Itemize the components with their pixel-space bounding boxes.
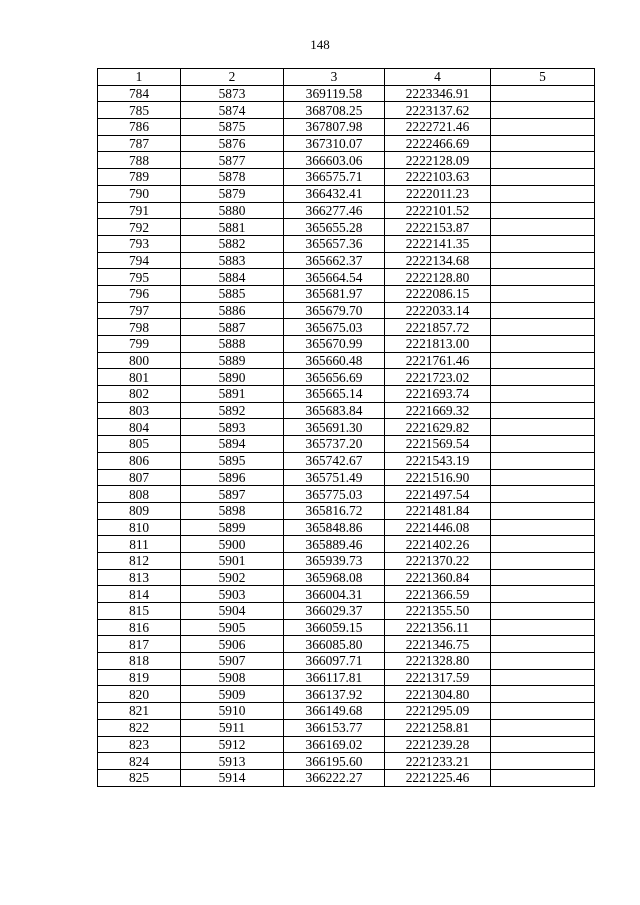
row-number-cell: 825 xyxy=(98,769,181,786)
note-cell xyxy=(491,536,595,553)
table-row xyxy=(98,603,595,620)
table-row xyxy=(98,586,595,603)
y-coordinate-cell: 2221346.75 xyxy=(385,636,491,653)
point-id-cell: 5913 xyxy=(181,753,284,770)
y-coordinate-cell: 2222101.52 xyxy=(385,202,491,219)
note-cell xyxy=(491,586,595,603)
table-row xyxy=(98,85,595,102)
column-header-5: 5 xyxy=(491,69,595,86)
table-row xyxy=(98,502,595,519)
x-coordinate-cell: 365775.03 xyxy=(284,486,385,503)
note-cell xyxy=(491,703,595,720)
row-number-cell: 794 xyxy=(98,252,181,269)
point-id-cell: 5887 xyxy=(181,319,284,336)
y-coordinate-cell: 2222011.23 xyxy=(385,185,491,202)
table-row xyxy=(98,352,595,369)
note-cell xyxy=(491,603,595,620)
point-id-cell: 5910 xyxy=(181,703,284,720)
y-coordinate-cell: 2223137.62 xyxy=(385,102,491,119)
x-coordinate-cell: 365664.54 xyxy=(284,269,385,286)
note-cell xyxy=(491,219,595,236)
y-coordinate-cell: 2221366.59 xyxy=(385,586,491,603)
note-cell xyxy=(491,85,595,102)
y-coordinate-cell: 2221328.80 xyxy=(385,653,491,670)
row-number-cell: 816 xyxy=(98,619,181,636)
table-row xyxy=(98,252,595,269)
point-id-cell: 5894 xyxy=(181,436,284,453)
point-id-cell: 5882 xyxy=(181,235,284,252)
row-number-cell: 813 xyxy=(98,569,181,586)
table-row xyxy=(98,185,595,202)
row-number-cell: 800 xyxy=(98,352,181,369)
y-coordinate-cell: 2221225.46 xyxy=(385,769,491,786)
table-row xyxy=(98,269,595,286)
x-coordinate-cell: 365657.36 xyxy=(284,235,385,252)
row-number-cell: 791 xyxy=(98,202,181,219)
row-number-cell: 788 xyxy=(98,152,181,169)
table-row xyxy=(98,369,595,386)
note-cell xyxy=(491,202,595,219)
coordinates-table xyxy=(97,68,595,787)
point-id-cell: 5892 xyxy=(181,402,284,419)
row-number-cell: 809 xyxy=(98,502,181,519)
table-row xyxy=(98,169,595,186)
x-coordinate-cell: 365968.08 xyxy=(284,569,385,586)
table-row xyxy=(98,753,595,770)
note-cell xyxy=(491,336,595,353)
point-id-cell: 5875 xyxy=(181,119,284,136)
point-id-cell: 5907 xyxy=(181,653,284,670)
row-number-cell: 792 xyxy=(98,219,181,236)
y-coordinate-cell: 2221723.02 xyxy=(385,369,491,386)
table-row xyxy=(98,152,595,169)
x-coordinate-cell: 366149.68 xyxy=(284,703,385,720)
point-id-cell: 5878 xyxy=(181,169,284,186)
row-number-cell: 812 xyxy=(98,552,181,569)
row-number-cell: 820 xyxy=(98,686,181,703)
row-number-cell: 790 xyxy=(98,185,181,202)
x-coordinate-cell: 369119.58 xyxy=(284,85,385,102)
row-number-cell: 797 xyxy=(98,302,181,319)
note-cell xyxy=(491,102,595,119)
note-cell xyxy=(491,402,595,419)
row-number-cell: 787 xyxy=(98,135,181,152)
point-id-cell: 5906 xyxy=(181,636,284,653)
x-coordinate-cell: 366029.37 xyxy=(284,603,385,620)
note-cell xyxy=(491,135,595,152)
table-row xyxy=(98,636,595,653)
row-number-cell: 823 xyxy=(98,736,181,753)
y-coordinate-cell: 2222033.14 xyxy=(385,302,491,319)
x-coordinate-cell: 366004.31 xyxy=(284,586,385,603)
point-id-cell: 5903 xyxy=(181,586,284,603)
note-cell xyxy=(491,669,595,686)
y-coordinate-cell: 2222128.80 xyxy=(385,269,491,286)
y-coordinate-cell: 2221857.72 xyxy=(385,319,491,336)
point-id-cell: 5889 xyxy=(181,352,284,369)
row-number-cell: 804 xyxy=(98,419,181,436)
x-coordinate-cell: 365742.67 xyxy=(284,452,385,469)
note-cell xyxy=(491,502,595,519)
point-id-cell: 5888 xyxy=(181,336,284,353)
table-row xyxy=(98,436,595,453)
x-coordinate-cell: 366097.71 xyxy=(284,653,385,670)
note-cell xyxy=(491,152,595,169)
table-row xyxy=(98,235,595,252)
table-row xyxy=(98,686,595,703)
y-coordinate-cell: 2221516.90 xyxy=(385,469,491,486)
point-id-cell: 5900 xyxy=(181,536,284,553)
point-id-cell: 5873 xyxy=(181,85,284,102)
y-coordinate-cell: 2222086.15 xyxy=(385,285,491,302)
point-id-cell: 5880 xyxy=(181,202,284,219)
note-cell xyxy=(491,469,595,486)
x-coordinate-cell: 365691.30 xyxy=(284,419,385,436)
x-coordinate-cell: 365662.37 xyxy=(284,252,385,269)
point-id-cell: 5914 xyxy=(181,769,284,786)
y-coordinate-cell: 2222134.68 xyxy=(385,252,491,269)
note-cell xyxy=(491,619,595,636)
row-number-cell: 803 xyxy=(98,402,181,419)
note-cell xyxy=(491,653,595,670)
y-coordinate-cell: 2221543.19 xyxy=(385,452,491,469)
table-row xyxy=(98,219,595,236)
table-row xyxy=(98,302,595,319)
column-header-3: 3 xyxy=(284,69,385,86)
note-cell xyxy=(491,269,595,286)
x-coordinate-cell: 366575.71 xyxy=(284,169,385,186)
column-header-1: 1 xyxy=(98,69,181,86)
row-number-cell: 799 xyxy=(98,336,181,353)
y-coordinate-cell: 2221258.81 xyxy=(385,719,491,736)
y-coordinate-cell: 2221304.80 xyxy=(385,686,491,703)
x-coordinate-cell: 365679.70 xyxy=(284,302,385,319)
note-cell xyxy=(491,252,595,269)
point-id-cell: 5893 xyxy=(181,419,284,436)
x-coordinate-cell: 365737.20 xyxy=(284,436,385,453)
y-coordinate-cell: 2221370.22 xyxy=(385,552,491,569)
table-row xyxy=(98,552,595,569)
point-id-cell: 5890 xyxy=(181,369,284,386)
x-coordinate-cell: 365751.49 xyxy=(284,469,385,486)
table-header xyxy=(98,69,595,86)
y-coordinate-cell: 2221402.26 xyxy=(385,536,491,553)
point-id-cell: 5884 xyxy=(181,269,284,286)
x-coordinate-cell: 366059.15 xyxy=(284,619,385,636)
x-coordinate-cell: 368708.25 xyxy=(284,102,385,119)
y-coordinate-cell: 2221761.46 xyxy=(385,352,491,369)
note-cell xyxy=(491,185,595,202)
row-number-cell: 815 xyxy=(98,603,181,620)
note-cell xyxy=(491,736,595,753)
x-coordinate-cell: 366085.80 xyxy=(284,636,385,653)
x-coordinate-cell: 365675.03 xyxy=(284,319,385,336)
row-number-cell: 808 xyxy=(98,486,181,503)
point-id-cell: 5902 xyxy=(181,569,284,586)
x-coordinate-cell: 365816.72 xyxy=(284,502,385,519)
x-coordinate-cell: 366195.60 xyxy=(284,753,385,770)
page-number: 148 xyxy=(310,37,330,52)
point-id-cell: 5908 xyxy=(181,669,284,686)
y-coordinate-cell: 2221239.28 xyxy=(385,736,491,753)
point-id-cell: 5891 xyxy=(181,386,284,403)
row-number-cell: 817 xyxy=(98,636,181,653)
note-cell xyxy=(491,419,595,436)
row-number-cell: 795 xyxy=(98,269,181,286)
y-coordinate-cell: 2221317.59 xyxy=(385,669,491,686)
y-coordinate-cell: 2222721.46 xyxy=(385,119,491,136)
table-row xyxy=(98,669,595,686)
point-id-cell: 5898 xyxy=(181,502,284,519)
y-coordinate-cell: 2222153.87 xyxy=(385,219,491,236)
note-cell xyxy=(491,319,595,336)
row-number-cell: 786 xyxy=(98,119,181,136)
note-cell xyxy=(491,285,595,302)
y-coordinate-cell: 2221693.74 xyxy=(385,386,491,403)
note-cell xyxy=(491,369,595,386)
y-coordinate-cell: 2222128.09 xyxy=(385,152,491,169)
x-coordinate-cell: 365889.46 xyxy=(284,536,385,553)
row-number-cell: 805 xyxy=(98,436,181,453)
row-number-cell: 802 xyxy=(98,386,181,403)
table-body xyxy=(98,85,595,786)
x-coordinate-cell: 366153.77 xyxy=(284,719,385,736)
x-coordinate-cell: 366169.02 xyxy=(284,736,385,753)
table-row xyxy=(98,719,595,736)
table-row xyxy=(98,569,595,586)
column-header-4: 4 xyxy=(385,69,491,86)
y-coordinate-cell: 2221813.00 xyxy=(385,336,491,353)
x-coordinate-cell: 365656.69 xyxy=(284,369,385,386)
y-coordinate-cell: 2221360.84 xyxy=(385,569,491,586)
point-id-cell: 5899 xyxy=(181,519,284,536)
row-number-cell: 810 xyxy=(98,519,181,536)
header-row xyxy=(98,69,595,86)
row-number-cell: 821 xyxy=(98,703,181,720)
table-row xyxy=(98,319,595,336)
table-row xyxy=(98,653,595,670)
row-number-cell: 806 xyxy=(98,452,181,469)
row-number-cell: 801 xyxy=(98,369,181,386)
table-row xyxy=(98,402,595,419)
x-coordinate-cell: 366137.92 xyxy=(284,686,385,703)
x-coordinate-cell: 365670.99 xyxy=(284,336,385,353)
x-coordinate-cell: 366117.81 xyxy=(284,669,385,686)
point-id-cell: 5881 xyxy=(181,219,284,236)
table-row xyxy=(98,536,595,553)
y-coordinate-cell: 2223346.91 xyxy=(385,85,491,102)
column-header-2: 2 xyxy=(181,69,284,86)
y-coordinate-cell: 2222103.63 xyxy=(385,169,491,186)
table-row xyxy=(98,386,595,403)
x-coordinate-cell: 365848.86 xyxy=(284,519,385,536)
y-coordinate-cell: 2221356.11 xyxy=(385,619,491,636)
y-coordinate-cell: 2221233.21 xyxy=(385,753,491,770)
point-id-cell: 5897 xyxy=(181,486,284,503)
point-id-cell: 5909 xyxy=(181,686,284,703)
table-row xyxy=(98,285,595,302)
row-number-cell: 789 xyxy=(98,169,181,186)
x-coordinate-cell: 366432.41 xyxy=(284,185,385,202)
table-row xyxy=(98,336,595,353)
note-cell xyxy=(491,436,595,453)
note-cell xyxy=(491,452,595,469)
x-coordinate-cell: 365665.14 xyxy=(284,386,385,403)
point-id-cell: 5905 xyxy=(181,619,284,636)
note-cell xyxy=(491,352,595,369)
table-row xyxy=(98,135,595,152)
table-row xyxy=(98,519,595,536)
note-cell xyxy=(491,169,595,186)
note-cell xyxy=(491,519,595,536)
point-id-cell: 5901 xyxy=(181,552,284,569)
table-row xyxy=(98,769,595,786)
x-coordinate-cell: 366277.46 xyxy=(284,202,385,219)
table-row xyxy=(98,486,595,503)
row-number-cell: 818 xyxy=(98,653,181,670)
note-cell xyxy=(491,686,595,703)
x-coordinate-cell: 365939.73 xyxy=(284,552,385,569)
note-cell xyxy=(491,486,595,503)
row-number-cell: 819 xyxy=(98,669,181,686)
table-row xyxy=(98,119,595,136)
point-id-cell: 5895 xyxy=(181,452,284,469)
note-cell xyxy=(491,235,595,252)
table-row xyxy=(98,703,595,720)
x-coordinate-cell: 365660.48 xyxy=(284,352,385,369)
x-coordinate-cell: 365681.97 xyxy=(284,285,385,302)
table-row xyxy=(98,102,595,119)
row-number-cell: 784 xyxy=(98,85,181,102)
x-coordinate-cell: 366603.06 xyxy=(284,152,385,169)
row-number-cell: 824 xyxy=(98,753,181,770)
point-id-cell: 5883 xyxy=(181,252,284,269)
y-coordinate-cell: 2221355.50 xyxy=(385,603,491,620)
note-cell xyxy=(491,719,595,736)
table-row xyxy=(98,619,595,636)
note-cell xyxy=(491,302,595,319)
y-coordinate-cell: 2221481.84 xyxy=(385,502,491,519)
note-cell xyxy=(491,769,595,786)
row-number-cell: 822 xyxy=(98,719,181,736)
note-cell xyxy=(491,386,595,403)
point-id-cell: 5876 xyxy=(181,135,284,152)
point-id-cell: 5911 xyxy=(181,719,284,736)
point-id-cell: 5877 xyxy=(181,152,284,169)
point-id-cell: 5912 xyxy=(181,736,284,753)
row-number-cell: 807 xyxy=(98,469,181,486)
row-number-cell: 785 xyxy=(98,102,181,119)
note-cell xyxy=(491,636,595,653)
row-number-cell: 796 xyxy=(98,285,181,302)
note-cell xyxy=(491,552,595,569)
x-coordinate-cell: 365683.84 xyxy=(284,402,385,419)
y-coordinate-cell: 2221669.32 xyxy=(385,402,491,419)
point-id-cell: 5886 xyxy=(181,302,284,319)
y-coordinate-cell: 2221629.82 xyxy=(385,419,491,436)
row-number-cell: 793 xyxy=(98,235,181,252)
table-row xyxy=(98,469,595,486)
y-coordinate-cell: 2221446.08 xyxy=(385,519,491,536)
row-number-cell: 798 xyxy=(98,319,181,336)
x-coordinate-cell: 367310.07 xyxy=(284,135,385,152)
y-coordinate-cell: 2222466.69 xyxy=(385,135,491,152)
table-row xyxy=(98,736,595,753)
table-row xyxy=(98,419,595,436)
x-coordinate-cell: 366222.27 xyxy=(284,769,385,786)
point-id-cell: 5874 xyxy=(181,102,284,119)
y-coordinate-cell: 2221295.09 xyxy=(385,703,491,720)
table-row xyxy=(98,452,595,469)
y-coordinate-cell: 2221497.54 xyxy=(385,486,491,503)
y-coordinate-cell: 2222141.35 xyxy=(385,235,491,252)
note-cell xyxy=(491,753,595,770)
table-row xyxy=(98,202,595,219)
point-id-cell: 5904 xyxy=(181,603,284,620)
note-cell xyxy=(491,119,595,136)
y-coordinate-cell: 2221569.54 xyxy=(385,436,491,453)
point-id-cell: 5896 xyxy=(181,469,284,486)
point-id-cell: 5879 xyxy=(181,185,284,202)
row-number-cell: 811 xyxy=(98,536,181,553)
note-cell xyxy=(491,569,595,586)
x-coordinate-cell: 365655.28 xyxy=(284,219,385,236)
point-id-cell: 5885 xyxy=(181,285,284,302)
x-coordinate-cell: 367807.98 xyxy=(284,119,385,136)
row-number-cell: 814 xyxy=(98,586,181,603)
